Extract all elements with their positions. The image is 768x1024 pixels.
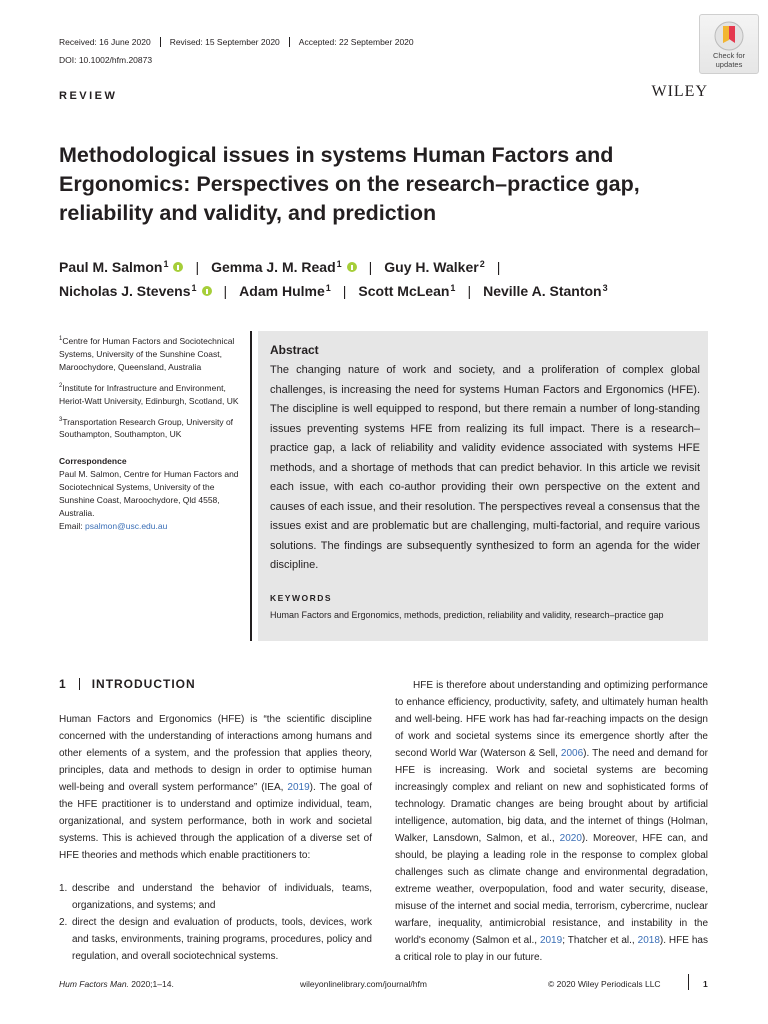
author[interactable]: Adam Hulme$^1$ [239, 283, 331, 299]
citation-link[interactable]: 2019 [539, 935, 563, 946]
accepted-date: Accepted: 22 September 2020 [298, 37, 414, 47]
author-separator: | [368, 259, 373, 275]
orcid-icon[interactable] [347, 262, 357, 272]
numbered-list [59, 880, 372, 965]
bookmark-icon [714, 21, 744, 51]
revised-date: Revised: 15 September 2020 [169, 37, 280, 47]
divider [160, 37, 161, 47]
abstract-heading: Abstract [270, 343, 319, 357]
author-list [59, 259, 512, 275]
citation-link[interactable]: 2020 [559, 833, 582, 844]
author-list [59, 283, 608, 299]
body-column-left [59, 711, 372, 965]
check-for-updates-label-1: Check for [712, 51, 746, 60]
orcid-icon[interactable] [173, 262, 183, 272]
paragraph: Human Factors and Ergonomics (HFE) is “the scientific discipline concerned with the understanding of interactions among humans and other elements of a system, and the profession that applies theory, principles, data and methods to design in order to optimise human well-being and overall system performance” (IEA, 2019). The goal of the HFE practitioner is to understand and optimize individual, team, organizational, and system performance, both in work and societal systems. This is achieved through the application of a diverse set of HFE theories and methods which enable practitioners to: [59, 714, 372, 861]
author[interactable]: Gemma J. M. Read$^1$ [211, 259, 342, 275]
author[interactable]: Paul M. Salmon$^1$ [59, 259, 169, 275]
footer-citation: Hum Factors Man. 2020;1–14. [59, 979, 174, 989]
page-number: 1 [703, 979, 708, 989]
divider [250, 331, 252, 641]
section-number: 1 [59, 677, 67, 691]
article-dates [59, 37, 414, 47]
abstract-text: The changing nature of work and society, and a proliferation of complex global challenges, is increasing the need for systems Human Factors and Ergonomics (HFE). The discipline is well equipped to respond, but there remain a number of long-standing issues preventing systems HFE from realizing its full impact. There is a research–practice gap, a lack of reliability and validity evidence associated with systems HFE methods, and a shortage of methods that can predict behavior. In this article we revisit each issue, with each co-author providing their own perspective on the extent and causes of each issue, and their resolution. The perspectives reveal a consensus that the issues exist and are problematic but are challenging, multi-factorial, and require various solutions. The findings are subsequently synthesized to form an agenda for the wider discipline. [270, 364, 700, 571]
list-item: 2. direct the design and evaluation of products, tools, devices, work and tasks, environments, training programs, procedures, policy and regulation, and overall sociotechnical systems. [59, 917, 372, 962]
citation-link[interactable]: 2018 [637, 935, 660, 946]
abstract-box [258, 331, 708, 641]
email-link[interactable]: psalmon@usc.edu.au [84, 521, 168, 532]
footer-copyright: © 2020 Wiley Periodicals LLC [548, 979, 661, 989]
correspondence-text: Paul M. Salmon, Centre for Human Factors and Sociotechnical Systems, University of the Sunshine Coast, Maroochydore, Qld 4558, Australia. [59, 469, 239, 519]
received-date: Received: 16 June 2020 [59, 37, 151, 47]
author[interactable]: Scott McLean$^1$ [358, 283, 456, 299]
body-column-right [395, 677, 708, 966]
citation-link[interactable]: 2019 [287, 782, 310, 793]
author-separator: | [223, 283, 228, 299]
author-separator: | [467, 283, 472, 299]
orcid-icon[interactable] [202, 286, 212, 296]
article-type: REVIEW [59, 90, 118, 102]
list-item: 1. describe and understand the behavior of individuals, teams, organizations, and systems; and [59, 883, 372, 911]
citation-link[interactable]: 2006 [560, 748, 584, 759]
keywords-heading: KEYWORDS [270, 593, 333, 603]
author[interactable]: Neville A. Stanton$^3$ [483, 283, 608, 299]
correspondence-heading: Correspondence [59, 456, 127, 467]
affiliation: $^3$Transportation Research Group, University of Southampton, Southampton, UK [59, 416, 234, 440]
publisher-logo: WILEY [651, 83, 708, 100]
keywords-text: Human Factors and Ergonomics, methods, prediction, reliability and validity, research–practice gap [270, 610, 664, 620]
affiliation: $^1$Centre for Human Factors and Sociotechnical Systems, University of the Sunshine Coast, Maroochydore, Queensland, Australia [59, 335, 235, 372]
check-for-updates-button[interactable] [699, 14, 759, 74]
paragraph: HFE is therefore about understanding and optimizing performance to enhance efficiency, productivity, safety, and ultimately human health and well-being. HFE work has had far-reaching impacts on the design of work and societal systems since its emergence shortly after the second World War (Waterson & Sell, 2006). The need and demand for HFE is increasing. Work and societal systems are becoming increasingly complex and reliant on new and sophisticated forms of technology. Dramatic changes are being brought about by artificial intelligence, automation, big data, and the internet of things (Holman, Walker, Lansdown, Salmon, et al., 2020). Moreover, HFE can, and should, be playing a leading role in the response to complex global challenges such as climate change and environmental degradation, extreme weather, overpopulation, food and water security, disease, misuse of the internet and social media, terrorism, cybercrime, nuclear warfare, inequality, antimicrobial resistance, and instability in the world's economy (Salmon et al., 2019; Thatcher et al., 2018). HFE has a critical role to play in our future. [395, 680, 708, 963]
doi: DOI: 10.1002/hfm.20873 [59, 55, 153, 65]
section-heading [59, 677, 196, 691]
divider [289, 37, 290, 47]
divider [688, 974, 689, 990]
author-separator: | [195, 259, 200, 275]
section-title: INTRODUCTION [91, 677, 196, 691]
correspondence-email: Email: psalmon@usc.edu.au [59, 521, 168, 532]
author-separator: | [342, 283, 347, 299]
author[interactable]: Guy H. Walker$^2$ [384, 259, 485, 275]
footer-url[interactable]: wileyonlinelibrary.com/journal/hfm [300, 979, 427, 989]
check-for-updates-label-2: updates [715, 60, 743, 69]
affiliations [59, 333, 249, 533]
author-separator: | [496, 259, 501, 275]
author[interactable]: Nicholas J. Stevens$^1$ [59, 283, 197, 299]
article-title: Methodological issues in systems Human Factors and Ergonomics: Perspectives on the research–practice gap, reliability and validity, and prediction [59, 143, 640, 225]
divider [79, 678, 80, 690]
affiliation: $^2$Institute for Infrastructure and Environment, Heriot-Watt University, Edinburgh, Scotland, UK [59, 382, 239, 406]
